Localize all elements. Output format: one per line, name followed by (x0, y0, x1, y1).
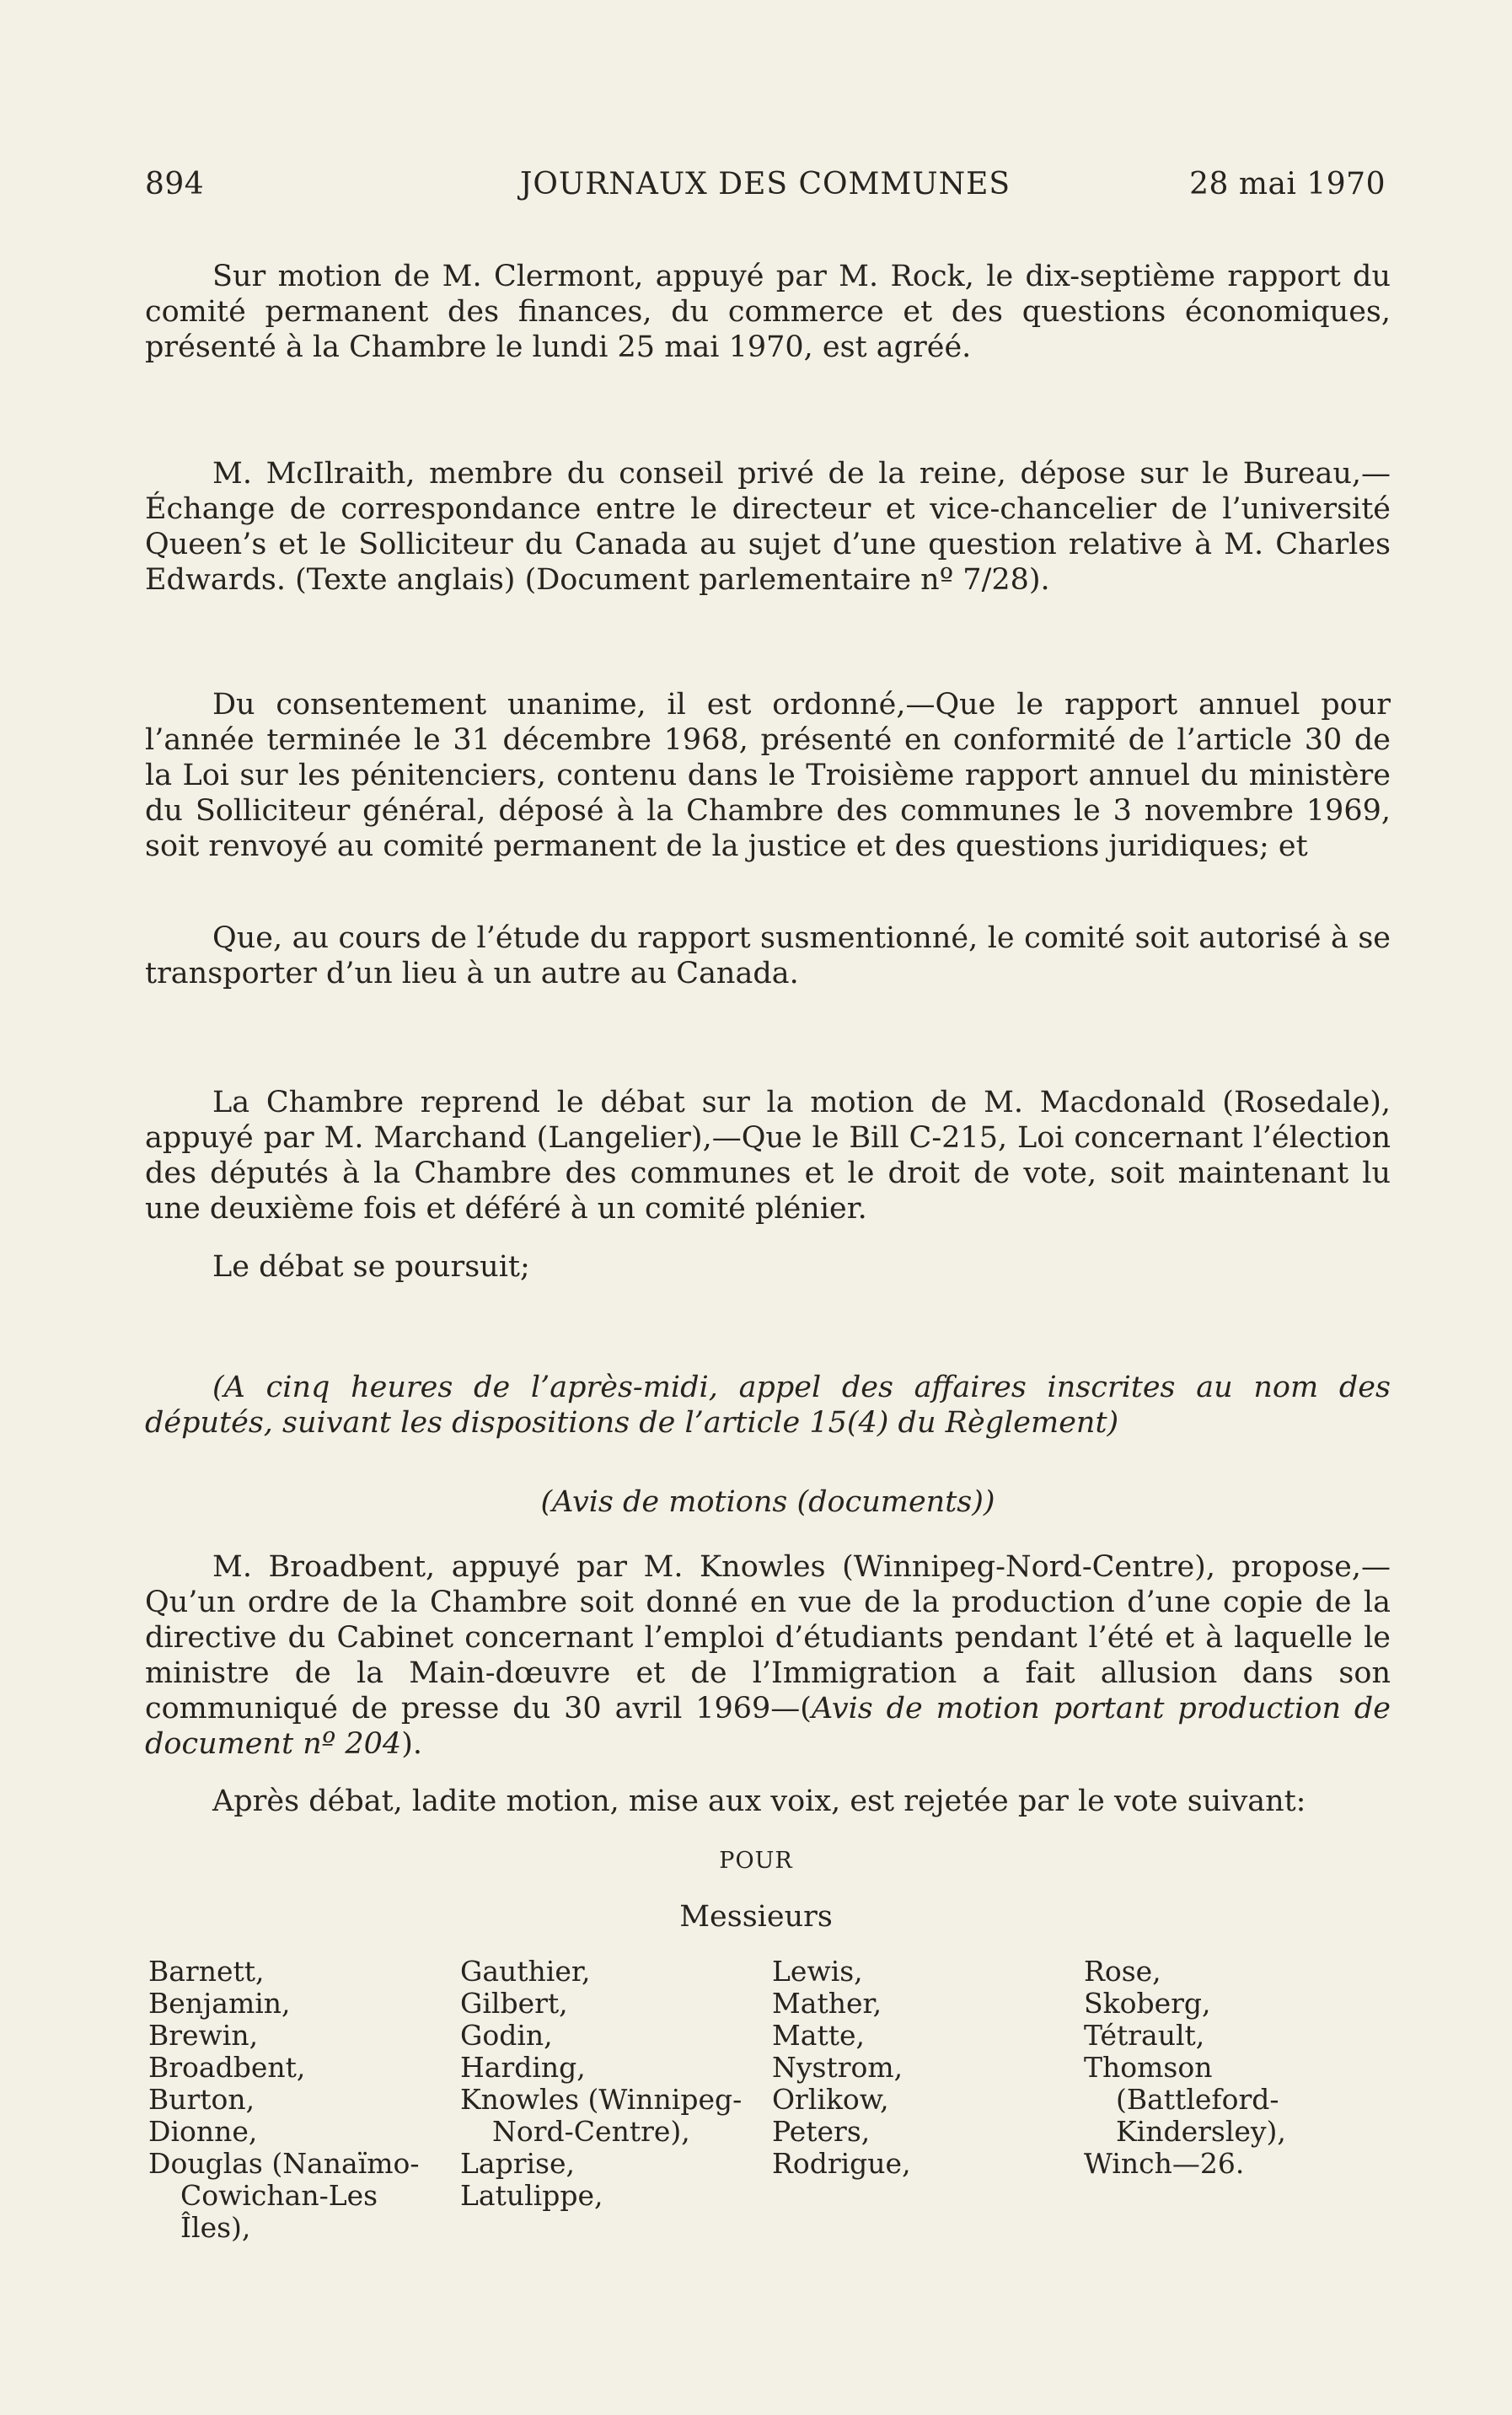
vote-names-column-2 (460, 1956, 742, 2212)
motion-text-end: ). (401, 1727, 422, 1761)
page-header (145, 167, 1386, 209)
paragraph-vote-result: Après débat, ladite motion, mise aux voix, est rejetée par le vote suivant: (212, 1784, 1306, 1818)
member-name-continuation: Nord-Centre), (492, 2115, 690, 2148)
member-name-continuation: Îles), (180, 2211, 251, 2244)
page-date: 28 mai 1970 (1189, 167, 1386, 201)
paragraph-private-members-hour: (A cinq heures de l’après-midi, appel des affaires inscrites au nom des députés, suivant les dispositions de l’article 15(4) du Règlement) (145, 1371, 1391, 1440)
member-name: Mather, (772, 1987, 882, 2020)
member-name: Brewin, (148, 2019, 259, 2052)
member-name: Knowles (Winnipeg- (460, 2083, 743, 2116)
member-name: Rose, (1084, 1955, 1161, 1988)
paragraph-debate-continues: Le débat se poursuit; (212, 1250, 530, 1284)
vote-subheading-messieurs: Messieurs (679, 1900, 833, 1934)
member-name: Latulippe, (460, 2179, 603, 2212)
paragraph-broadbent-motion (145, 1549, 1391, 1762)
member-name: Lewis, (772, 1955, 863, 1988)
vote-heading-pour: POUR (719, 1848, 793, 1874)
member-name: Gauthier, (460, 1955, 591, 1988)
motion-notice-reference: Avis de motion portant production de document nº 204 (145, 1692, 1391, 1761)
section-heading-notices: (Avis de motions (documents)) (540, 1485, 995, 1519)
page-number: 894 (145, 167, 205, 201)
member-name: Orlikow, (772, 2083, 889, 2116)
member-name: Burton, (148, 2083, 255, 2116)
member-name: Broadbent, (148, 2051, 306, 2084)
motion-text: M. Broadbent, appuyé par M. Knowles (Winnipeg-Nord-Centre), propose,—Qu’un ordre de la Chambre soit donné en vue de la production d’une copie de la directive du Cabinet concernant l’emploi d’étudiants pendant l’été et à laquelle le ministre de la Main-dœuvre et de l’Immigration a fait allusion dans son communiqué de presse du 30 avril 1969—( (145, 1550, 1391, 1725)
member-name: Laprise, (460, 2147, 575, 2180)
paragraph-debate-resumed: La Chambre reprend le débat sur la motion de M. Macdonald (Rosedale), appuyé par M. Marchand (Langelier),—Que le Bill C-215, Loi concernant l’élection des députés à la Chambre des communes et le droit de vote, soit maintenant lu une deuxième fois et déféré à un comité plénier. (145, 1086, 1391, 1226)
member-name: Tétrault, (1084, 2019, 1205, 2052)
member-name: Harding, (460, 2051, 586, 2084)
member-name: Winch—26. (1084, 2147, 1245, 2180)
paragraph-unanimous-consent: Du consentement unanime, il est ordonné,—Que le rapport annuel pour l’année terminée le 31 décembre 1968, présenté en conformité de l’article 30 de la Loi sur les pénitenciers, contenu dans le Troisième rapport annuel du ministère du Solliciteur général, déposé à la Chambre des communes le 3 novembre 1969, soit renvoyé au comité permanent de la justice et des questions juridiques; et (145, 688, 1391, 863)
member-name-continuation: Cowichan-Les (180, 2179, 378, 2212)
member-name: Rodrigue, (772, 2147, 911, 2180)
member-name: Gilbert, (460, 1987, 568, 2020)
paragraph-committee-travel: Que, au cours de l’étude du rapport susmentionné, le comité soit autorisé à se transporter d’un lieu à un autre au Canada. (145, 921, 1391, 990)
paragraph-document-tabled: M. McIlraith, membre du conseil privé de la reine, dépose sur le Bureau,—Échange de correspondance entre le directeur et vice-chancelier de l’université Queen’s et le Solliciteur du Canada au sujet d’une question relative à M. Charles Edwards. (Texte anglais) (Document parlementaire nº 7/28). (145, 457, 1391, 597)
member-name: Dionne, (148, 2115, 258, 2148)
member-name: Godin, (460, 2019, 553, 2052)
member-name: Barnett, (148, 1955, 265, 1988)
vote-names-column-3 (772, 1956, 911, 2180)
member-name: Peters, (772, 2115, 871, 2148)
member-name: Matte, (772, 2019, 866, 2052)
member-name-continuation: Kindersley), (1116, 2115, 1286, 2148)
vote-names-column-4 (1084, 1956, 1286, 2180)
journal-title: JOURNAUX DES COMMUNES (519, 167, 1011, 201)
member-name: Skoberg, (1084, 1987, 1211, 2020)
member-name: Thomson (1084, 2051, 1213, 2084)
paragraph-report-adopted: Sur motion de M. Clermont, appuyé par M. Rock, le dix-septième rapport du comité permanent des finances, du commerce et des questions économiques, présenté à la Chambre le lundi 25 mai 1970, est agréé. (145, 260, 1391, 364)
member-name: Nystrom, (772, 2051, 903, 2084)
member-name: Benjamin, (148, 1987, 291, 2020)
vote-names-column-1 (148, 1956, 420, 2244)
member-name: Douglas (Nanaïmo- (148, 2147, 420, 2180)
member-name-continuation: (Battleford- (1116, 2083, 1279, 2116)
